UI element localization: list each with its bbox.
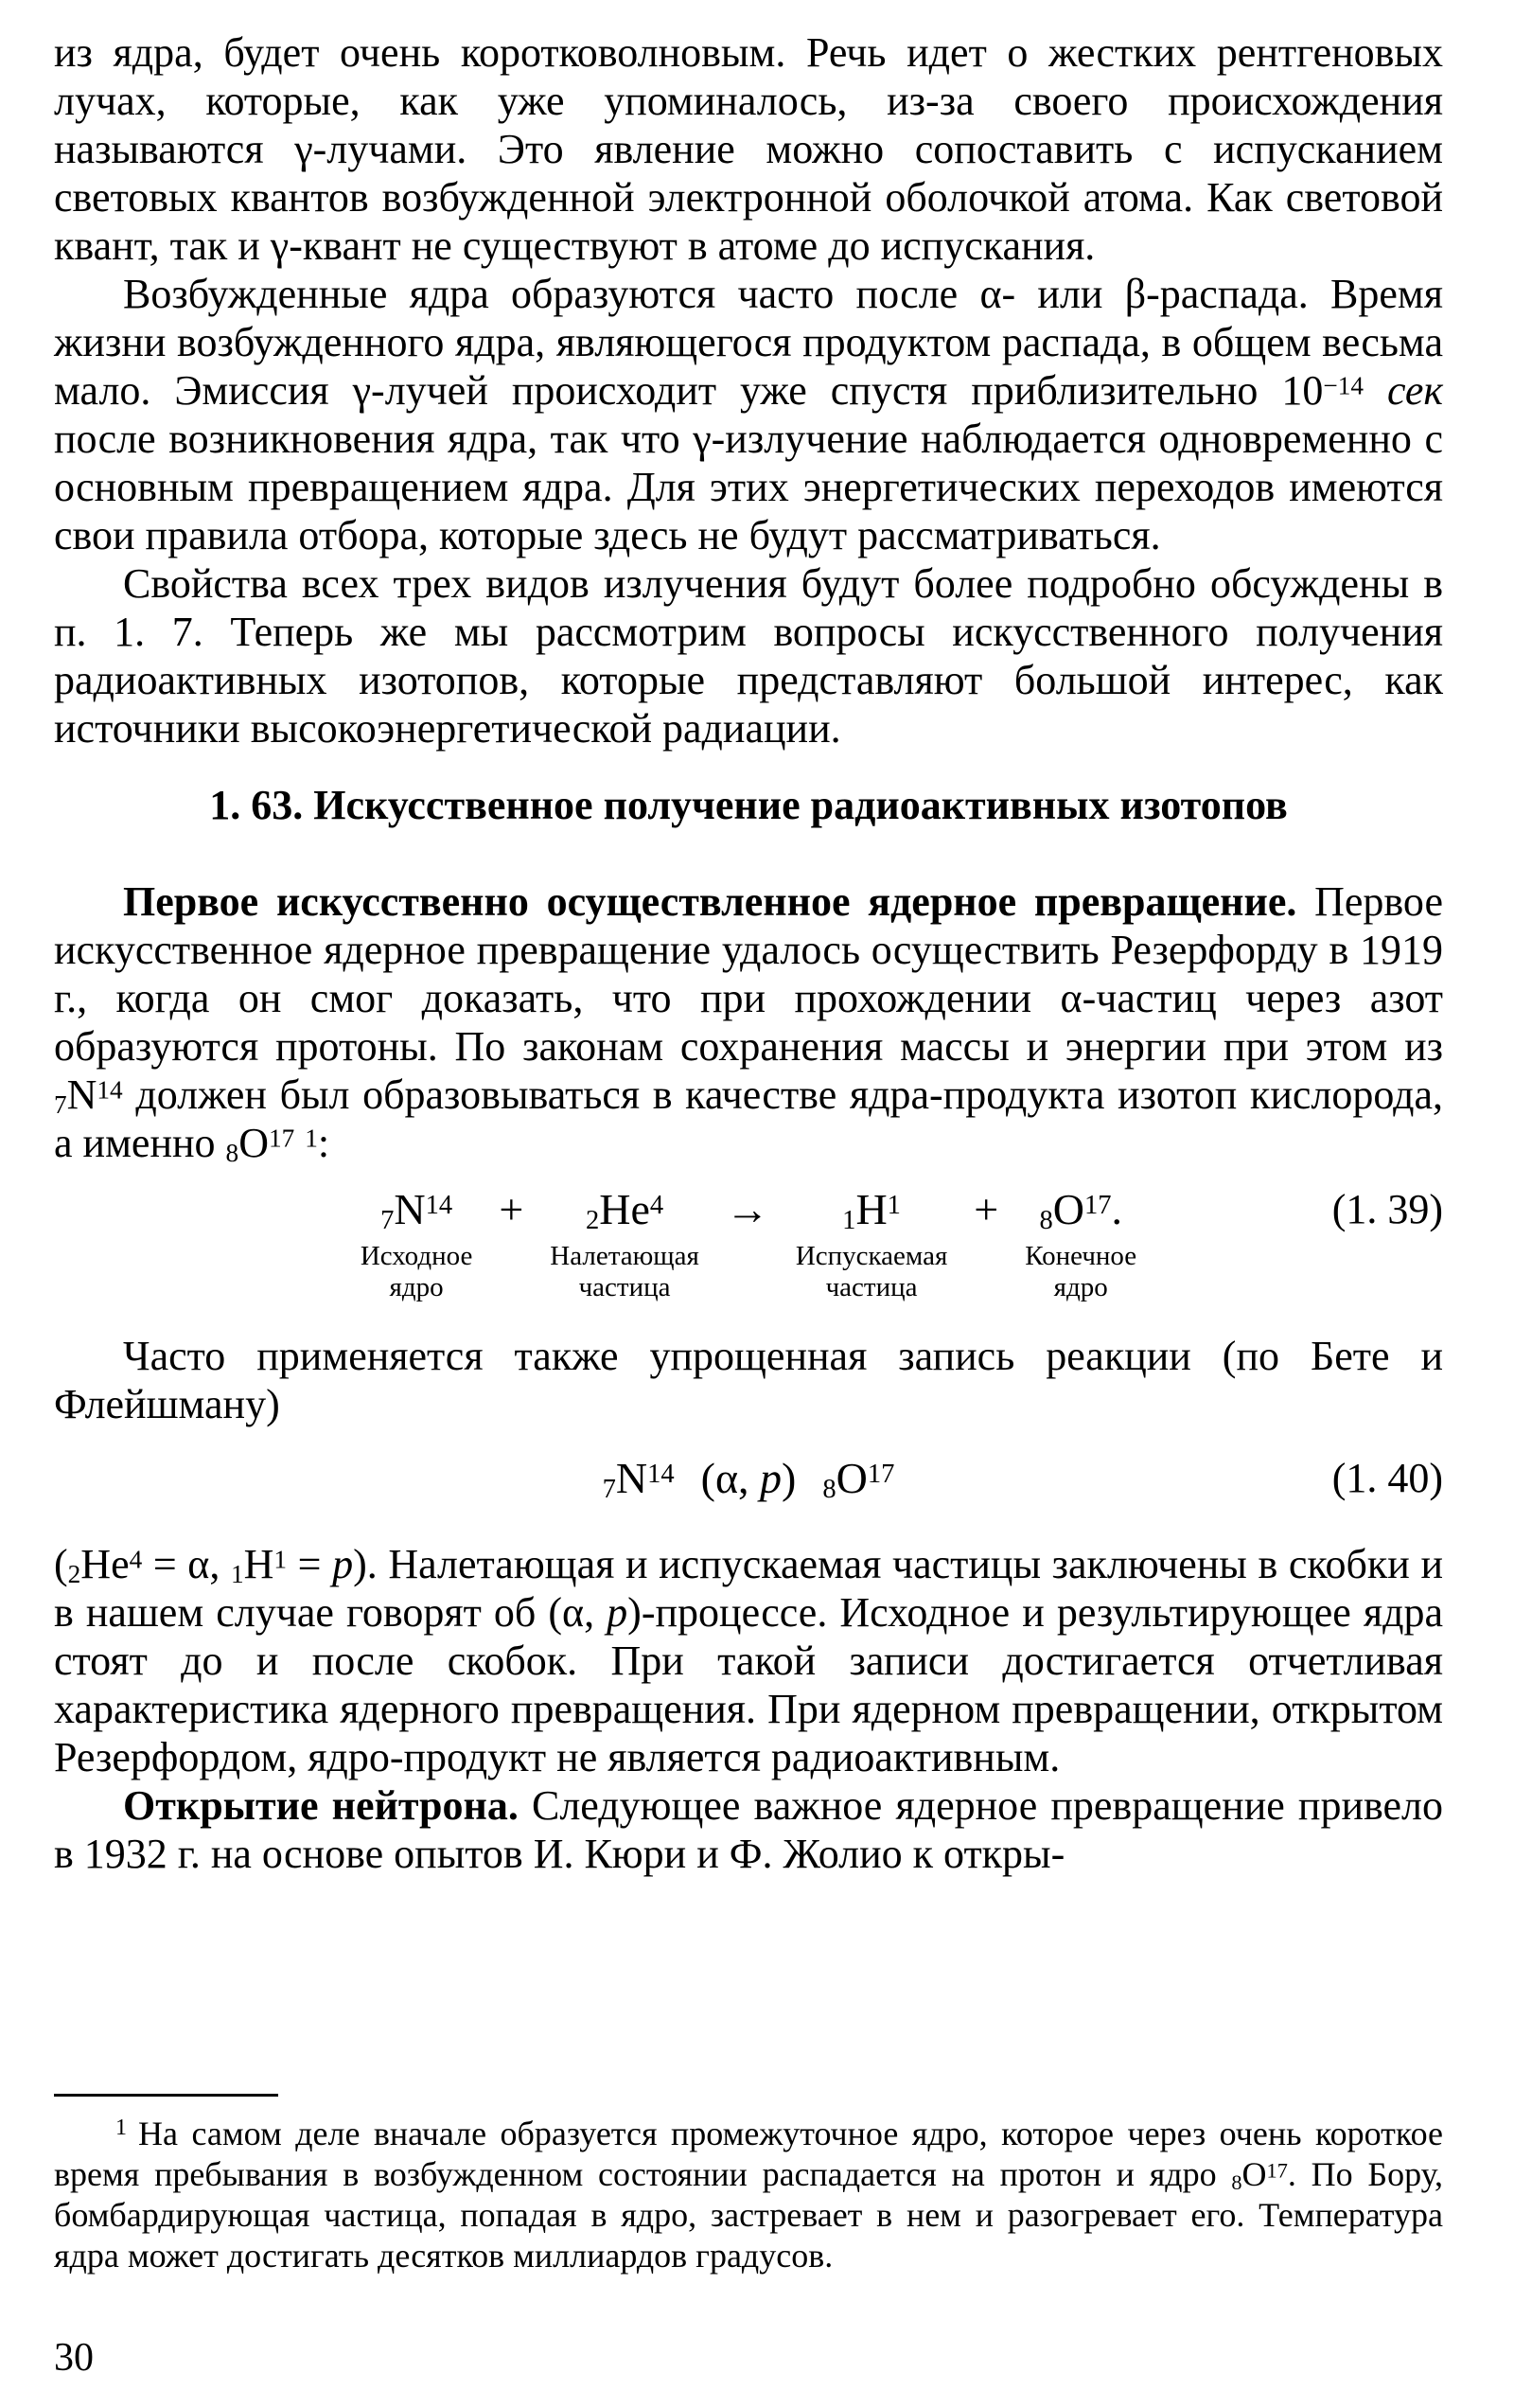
section-heading: 1. 63. Искусственное получение радиоактивных изотопов	[209, 782, 1288, 828]
paragraph-first-transmutation: Первое искусственно осуществленное ядерное превращение. Первое искусственное ядерное превращение удалось осуществить Резерфорду в 1919 г., когда он смог доказать, что при прохождении α-частиц через азот образуются протоны. По законам сохранения массы и энергии при этом из $7N^{14}$ должен был образовываться в качестве ядра-продукта изотоп кислорода, а именно $8O^{17}$ $^1$:	[54, 878, 1443, 1167]
paragraph-bethe-notation: Часто применяется также упрощенная запись реакции (по Бете и Флейшману)	[54, 1333, 1443, 1427]
equation-number-1-40: (1. 40)	[1331, 1455, 1443, 1501]
formula-nuclide: $8O^{17}$. Конечное ядро	[1025, 1185, 1137, 1302]
formula-nuclide: $7N^{14}$ Исходное ядро	[360, 1185, 473, 1302]
paragraph-excited-nuclei: Возбужденные ядра образуются часто после α- или β-распада. Время жизни возбужденного ядра, являющегося продуктом распада, в общем весьма мало. Эмиссия γ-лучей происходит уже спустя приблизительно $10^{-14}$ сек после возникновения ядра, так что γ-излучение наблюдается одновременно с основным превращением ядра. Для этих энергетических переходов имеются свои правила отбора, которые здесь не будут рассматриваться.	[54, 271, 1444, 558]
equation-number-1-39: (1. 39)	[1331, 1186, 1443, 1232]
formula-term-label: Испускаемая частица	[795, 1241, 948, 1302]
formula-operator: (α, p)	[700, 1454, 797, 1502]
formula-term-label: Конечное ядро	[1025, 1241, 1137, 1302]
paragraph-notation-explanation: ($2He^4 = \alpha$, $1H^1 = p$). Налетающая и испускаемая частицы заключены в скобки и в нашем случае говорят об (α, p)-процессе. Исходное и результирующее ядра стоят до и после скобок. При такой записи достигается отчетливая характеристика ядерного превращения. При ядерном превращении, открытом Резерфордом, ядро-продукт не является радиоактивным.	[54, 1541, 1444, 1780]
paragraph-continuation: из ядра, будет очень коротковолновым. Речь идет о жестких рентгеновых лучах, которые, как уже упоминалось, из-за своего происхождения называются γ-лучами. Это явление можно сопоставить с испусканием световых квантов возбужденной электронной оболочкой атома. Как световой квант, так и γ-квант не существуют в атоме до испускания.	[54, 29, 1443, 269]
text-column	[54, 28, 1443, 1878]
nuclear-reaction-formula-1-40	[54, 1451, 1443, 1506]
nuclear-reaction-formula-1-39	[54, 1182, 1443, 1303]
formula-operator: +	[974, 1185, 999, 1233]
equation-1-39	[54, 1182, 1443, 1303]
equation-1-40	[54, 1451, 1443, 1506]
formula-operator: →	[725, 1185, 769, 1233]
footnote-rule	[54, 2094, 278, 2097]
formula-nuclide: $7N^{14}$	[602, 1454, 675, 1505]
formula-operator: +	[499, 1185, 524, 1233]
formula-term-label: Налетающая частица	[550, 1241, 699, 1302]
formula-term-label: Исходное ядро	[360, 1241, 473, 1302]
footnote-marker: 1	[115, 2116, 127, 2141]
formula-nuclide: $8O^{17}$	[822, 1454, 895, 1505]
footnote-text	[54, 2114, 1443, 2276]
formula-nuclide: 2He$^4$ Налетающая частица	[550, 1185, 699, 1302]
paragraph-radiation-properties: Свойства всех трех видов излучения будут более подробно обсуждены в п. 1. 7. Теперь же мы рассмотрим вопросы искусственного получения радиоактивных изотопов, которые представляют большой интерес, как источники высокоэнергетической радиации.	[54, 560, 1443, 752]
footnote	[54, 2094, 1443, 2276]
page-number: 30	[54, 2336, 94, 2380]
paragraph-neutron-discovery: Открытие нейтрона. Следующее важное ядерное превращение привело в 1932 г. на основе опытов И. Кюри и Ф. Жолио к откры-	[54, 1782, 1444, 1877]
footnote-body: На самом деле вначале образуется промежуточное ядро, которое через очень короткое время пребывания в возбужденном состоянии распадается на протон и ядро $8O^{17}$. По Бору, бомбардирующая частица, попадая в ядро, застревает в нем и разогревает его. Температура ядра может достигать десятков миллиардов градусов.	[54, 2115, 1443, 2275]
formula-nuclide: $1H^1$ Испускаемая частица	[795, 1185, 948, 1302]
